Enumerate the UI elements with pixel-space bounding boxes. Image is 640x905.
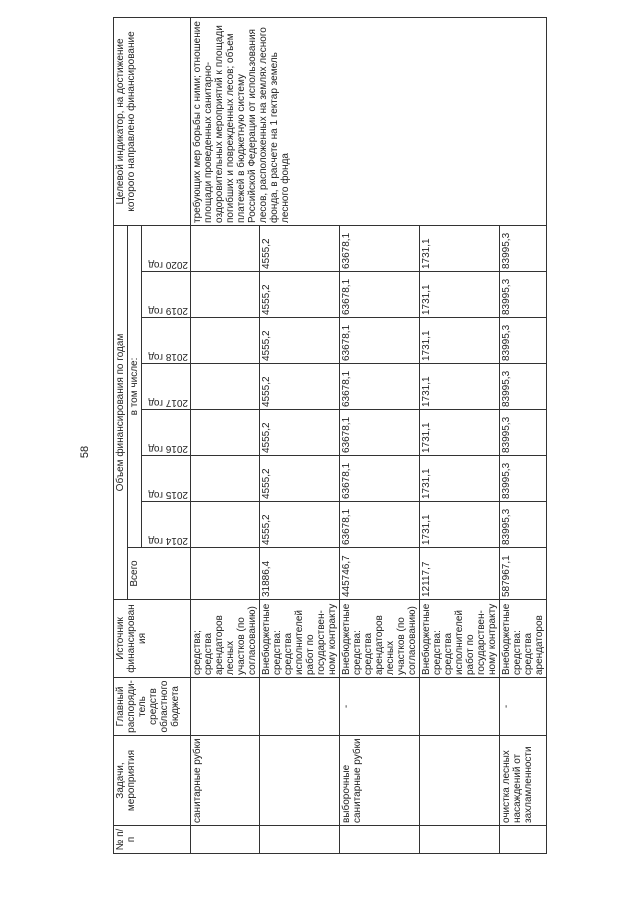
cell-manager [191,678,260,736]
cell-year-value: 1731,1 [420,318,500,364]
cell-year-value [191,502,260,548]
cell-year-value: 83995,3 [500,456,547,502]
cell-year-value: 4555,2 [260,318,340,364]
header-source: Источник финансирования [114,600,191,678]
cell-year-value: 1731,1 [420,410,500,456]
cell-total: 587967,1 [500,548,547,600]
header-total: Всего [128,548,191,600]
cell-year-value: 83995,3 [500,502,547,548]
cell-year-value [191,410,260,456]
cell-manager: - [500,678,547,736]
header-year: 2017 год [142,364,191,410]
header-volume: Объем финансирования по годам [114,225,128,599]
cell-year-value: 4555,2 [260,410,340,456]
cell-source: Внебюджетные средства: средства исполнителей работ по государствен-ному контракту [420,600,500,678]
cell-year-value: 63678,1 [340,364,420,410]
cell-year-value: 1731,1 [420,272,500,318]
cell-manager [260,678,340,736]
cell-year-value: 4555,2 [260,456,340,502]
cell-year-value [191,456,260,502]
cell-year-value: 4555,2 [260,364,340,410]
page-number: 58 [79,445,91,459]
cell-year-value [191,364,260,410]
rotated-table-sheet [113,21,593,854]
table-row [191,17,260,853]
cell-task: выборочные санитарные рубки [340,736,420,826]
cell-manager [420,678,500,736]
cell-year-value: 63678,1 [340,502,420,548]
cell-num [260,826,340,854]
cell-source: Внебюджетные средства: средства исполнителей работ по государствен-ному контракту [260,600,340,678]
cell-year-value: 83995,3 [500,225,547,271]
cell-total: 445746,7 [340,548,420,600]
header-year: 2015 год [142,456,191,502]
cell-year-value: 1731,1 [420,502,500,548]
cell-total: 31886,4 [260,548,340,600]
header-manager: Главный распоряди-тель средств областного бюджета [114,678,191,736]
cell-year-value: 4555,2 [260,502,340,548]
cell-task [260,736,340,826]
cell-indicator: требующих мер борьбы с ними; отношение площади проведенных санитарно-оздоровительных мероприятий к площади погибших и поврежденных лесов; объем платежей в бюджетную систему Российской Федерации от использования лесов, расположенных на землях лесного фонда, в расчете на 1 гектар земель лесного фонда [191,17,547,225]
cell-num [420,826,500,854]
cell-year-value: 1731,1 [420,364,500,410]
header-including: в том числе: [128,225,142,547]
header-num: № п/п [114,826,191,854]
cell-year-value: 83995,3 [500,410,547,456]
cell-year-value [191,318,260,364]
cell-year-value [191,225,260,271]
cell-year-value: 63678,1 [340,272,420,318]
header-year: 2014 год [142,502,191,548]
cell-year-value: 83995,3 [500,272,547,318]
cell-year-value: 63678,1 [340,318,420,364]
cell-task: очистка лесных насаждений от захламленности [500,736,547,826]
cell-num [500,826,547,854]
cell-total [191,548,260,600]
header-year: 2018 год [142,318,191,364]
cell-year-value: 63678,1 [340,225,420,271]
header-task: Задачи, мероприятия [114,736,191,826]
cell-year-value: 63678,1 [340,410,420,456]
cell-source: средства; средства арендаторов лесных участков (по согласованию) [191,600,260,678]
header-year: 2020 год [142,225,191,271]
cell-year-value: 1731,1 [420,456,500,502]
cell-source: Внебюджетные средства: средства арендаторов [500,600,547,678]
cell-year-value: 1731,1 [420,225,500,271]
header-indicator: Целевой индикатор, на достижение которого направлено финансирование [114,17,191,225]
cell-num [340,826,420,854]
financing-table [113,17,547,854]
header-year: 2019 год [142,272,191,318]
cell-task: санитарные рубки [191,736,260,826]
cell-source: Внебюджетные средства: средства арендаторов лесных участков (по согласованию) [340,600,420,678]
cell-num [191,826,260,854]
cell-year-value: 63678,1 [340,456,420,502]
header-year: 2016 год [142,410,191,456]
cell-year-value: 83995,3 [500,364,547,410]
cell-year-value [191,272,260,318]
cell-year-value: 4555,2 [260,272,340,318]
cell-total: 12117,7 [420,548,500,600]
cell-year-value: 83995,3 [500,318,547,364]
cell-year-value: 4555,2 [260,225,340,271]
cell-manager: - [340,678,420,736]
cell-task [420,736,500,826]
